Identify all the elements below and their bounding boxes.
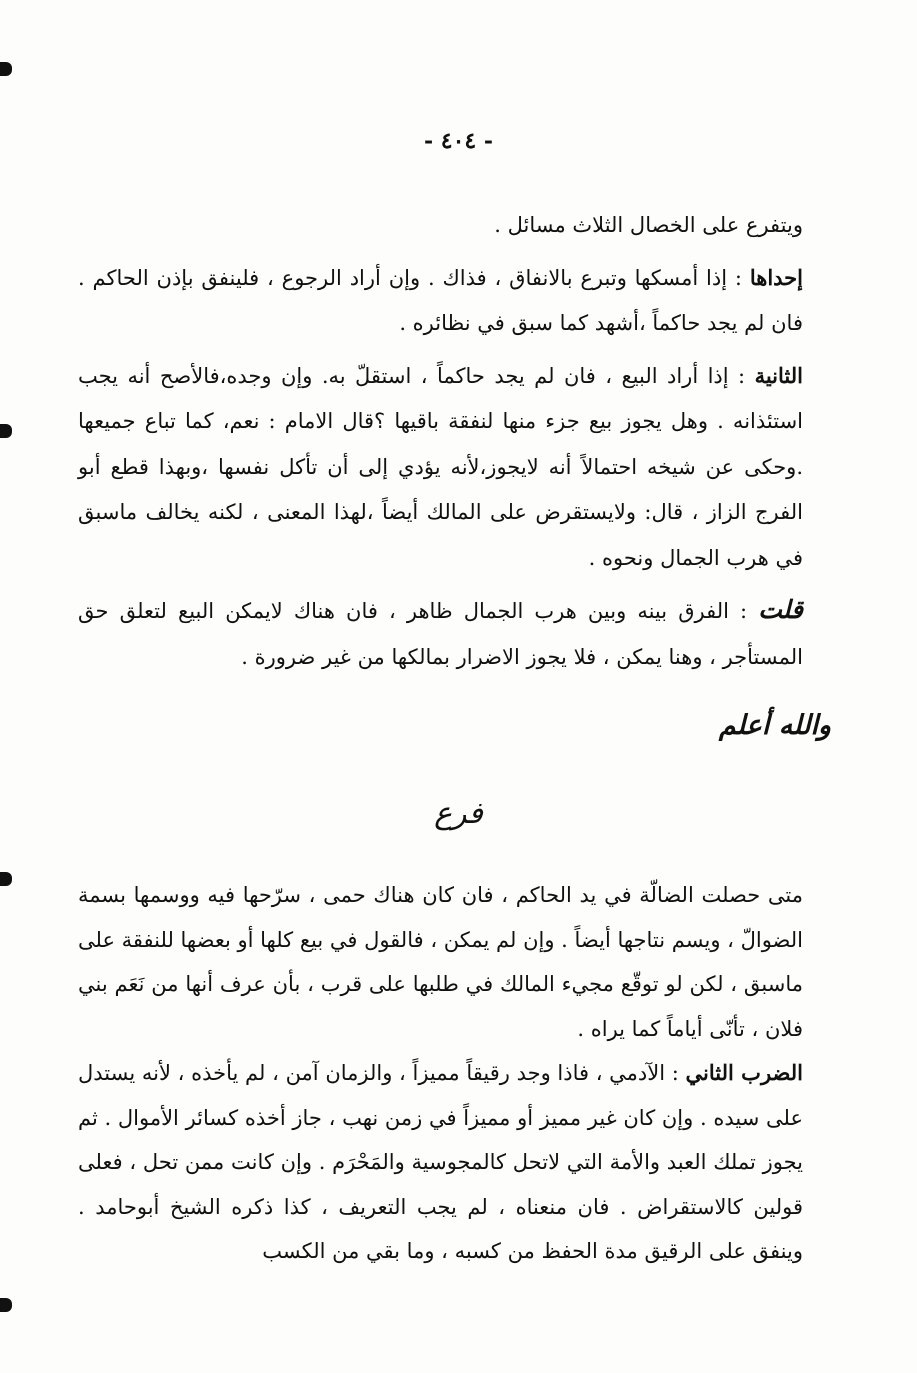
paragraph-second (78, 353, 803, 582)
margin-mark (0, 872, 12, 886)
closing-phrase: والله أعلم (718, 710, 831, 741)
paragraph-third (78, 587, 803, 680)
intro-paragraph: ويتفرع على الخصال الثلاث مسائل . (494, 213, 803, 237)
paragraph-text: : الفرق بينه وبين هرب الجمال ظاهر ، فان هناك لايمكن البيع لتعلق حق المستأجر ، وهنا يمكن ، فلا يجوز الاضرار بمالكها من غير ضرورة . (78, 599, 803, 669)
text-block-lower (78, 873, 803, 1274)
paragraph-first (78, 255, 803, 347)
text-block-upper (78, 203, 803, 680)
margin-mark (0, 424, 12, 438)
paragraph-lead: الثانية (754, 362, 803, 388)
paragraph-text: : إذا أراد البيع ، فان لم يجد حاكماً ، استقلّ به. وإن وجده،فالأصح أنه يجب استئذانه . وهل يجوز بيع جزء منها لنفقة باقيها ؟قال الامام : نعم، كما تباع جميعها .وحكى عن شيخه احتمالاً أنه لايجوز،لأنه يؤدي إلى أن تأكل نفسها ،وبهذا قطع أبو الفرج الزاز ، قال: ولايستقرض على المالك أيضاً ،لهذا المعنى ، لكنه يخالف ماسبق في هرب الجمال ونحوه . (78, 363, 803, 570)
margin-mark (0, 62, 12, 76)
paragraph-second-kind (78, 1051, 803, 1274)
paragraph-lead: الضرب الثاني (685, 1060, 803, 1085)
page-number: - ٤٠٤ - (423, 128, 494, 154)
paragraph-text: : إذا أمسكها وتبرع بالانفاق ، فذاك . وإن أراد الرجوع ، فلينفق بإذن الحاكم . فان لم يجد حاكماً ،أشهد كما سبق في نظائره . (78, 265, 803, 335)
margin-mark (0, 1298, 12, 1312)
paragraph-lead: إحداها (749, 264, 803, 290)
paragraph-lead: قلت (758, 595, 803, 624)
paragraph-text: : الآدمي ، فاذا وجد رقيقاً مميزاً ، والزمان آمن ، لم يأخذه ، لأنه يستدل على سيده . وإن كان غير مميز أو مميزاً في زمن نهب ، جاز أخذه كسائر الأموال . ثم يجوز تملك العبد والأمة التي لاتحل كالمجوسية والمَحْرَم . وإن كانت ممن تحل ، فعلى قولين كالاستقراض . فان منعناه ، لم يجب التعريف ، كذا ذكره الشيخ أبوحامد . وينفق على الرقيق مدة الحفظ من كسبه ، وما بقي من الكسب (78, 1061, 803, 1263)
section-title: فرع (434, 796, 483, 831)
paragraph-stray-animal: متى حصلت الضالّة في يد الحاكم ، فان كان هناك حمى ، سرّحها فيه ووسمها بسمة الضوالّ ، ويسم نتاجها أيضاً . وإن لم يمكن ، فالقول في بيع كلها أو بعضها للنفقة على ماسبق ، لكن لو توقّع مجيء المالك في طلبها على قرب ، بأن عرف أنها من نَعَم بني فلان ، تأنّى أياماً كما يراه . (78, 883, 803, 1041)
